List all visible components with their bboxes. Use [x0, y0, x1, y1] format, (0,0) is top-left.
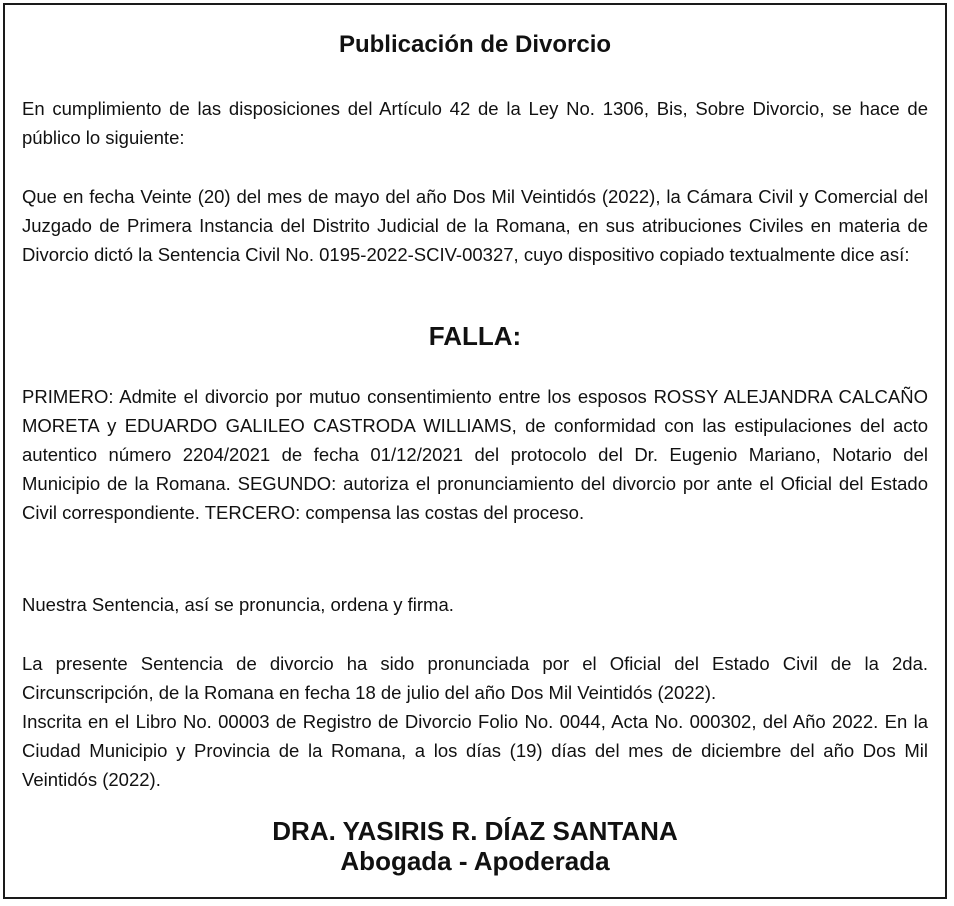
closing-paragraph: Nuestra Sentencia, así se pronuncia, ordena y firma.	[22, 594, 454, 615]
signer-name: DRA. YASIRIS R. DÍAZ SANTANA	[272, 816, 678, 846]
divorce-notice	[3, 3, 947, 899]
ruling-heading: FALLA:	[428, 321, 522, 351]
notice-title: Publicación de Divorcio	[338, 31, 612, 58]
intro-paragraph: En cumplimiento de las disposiciones del Artículo 42 de la Ley No. 1306, Bis, Sobre Divorcio, se hace de público lo siguiente:	[22, 98, 928, 148]
signer-role: Abogada - Apoderada	[340, 846, 610, 876]
pronouncement-paragraph: La presente Sentencia de divorcio ha sido pronunciada por el Oficial del Estado Civil de la 2da. Circunscripción, de la Romana en fecha 18 de julio del año Dos Mil Veintidós (2022).	[22, 653, 928, 703]
registration-paragraph: Inscrita en el Libro No. 00003 de Registro de Divorcio Folio No. 0044, Acta No. 000302, del Año 2022. En la Ciudad Municipio y Provincia de la Romana, a los días (19) días del mes de diciembre del año Dos Mil Veintidós (2022).	[22, 711, 928, 790]
ruling-paragraph: PRIMERO: Admite el divorcio por mutuo consentimiento entre los esposos ROSSY ALEJANDRA CALCAÑO MORETA y EDUARDO GALILEO CASTRODA WILLIAMS, de conformidad con las estipulaciones del acto autentico número 2204/2021 de fecha 01/12/2021 del protocolo del Dr. Eugenio Mariano, Notario del Municipio de la Romana. SEGUNDO: autoriza el pronunciamiento del divorcio por ante el Oficial del Estado Civil correspondiente. TERCERO: compensa las costas del proceso.	[22, 386, 928, 523]
background-paragraph: Que en fecha Veinte (20) del mes de mayo del año Dos Mil Veintidós (2022), la Cámara Civil y Comercial del Juzgado de Primera Instancia del Distrito Judicial de la Romana, en sus atribuciones Civiles en materia de Divorcio dictó la Sentencia Civil No. 0195-2022-SCIV-00327, cuyo dispositivo copiado textualmente dice así:	[22, 186, 928, 265]
